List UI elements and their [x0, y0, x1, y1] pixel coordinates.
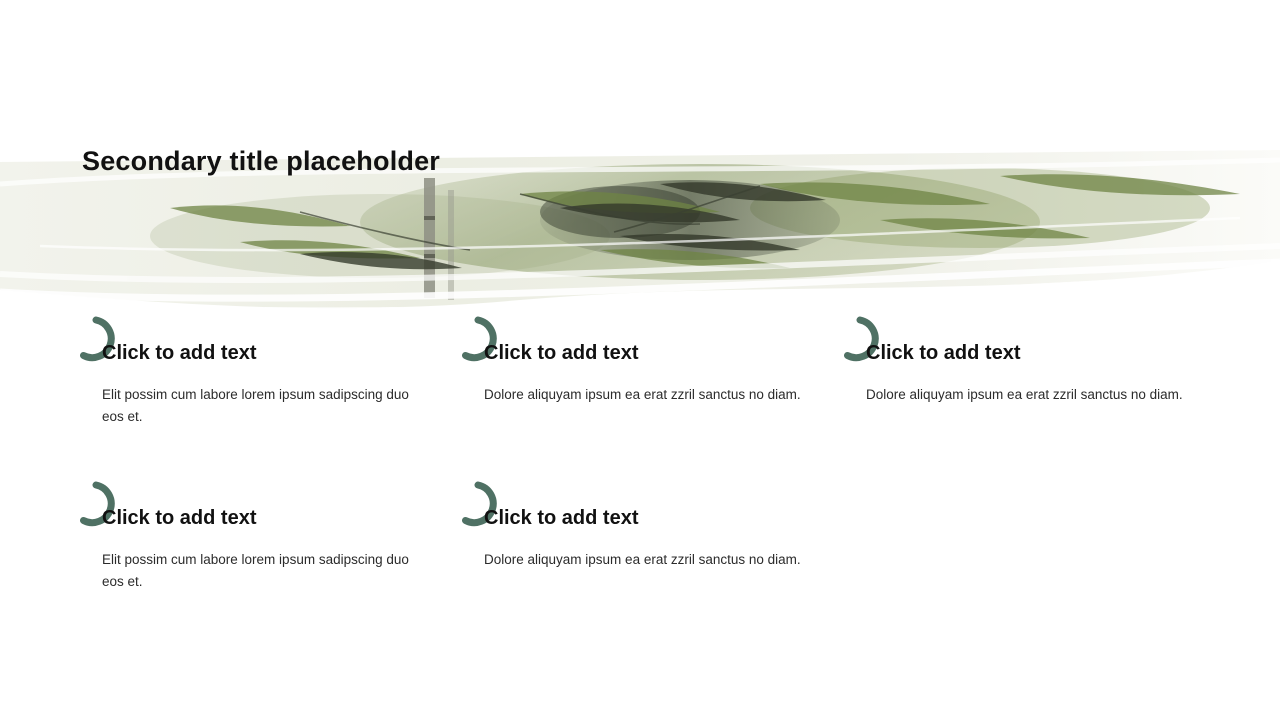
- list-item[interactable]: [454, 305, 836, 470]
- list-item-heading: Click to add text: [484, 507, 639, 529]
- list-item-heading: Click to add text: [102, 507, 257, 529]
- list-item-heading: Click to add text: [102, 342, 257, 364]
- list-item[interactable]: [72, 470, 454, 635]
- list-item[interactable]: [454, 470, 836, 635]
- list-item-heading: Click to add text: [484, 342, 639, 364]
- list-item-body: Elit possim cum labore lorem ipsum sadipscing duo eos et.: [102, 552, 409, 589]
- page-title: Secondary title placeholder: [82, 146, 441, 177]
- list-item-body: Dolore aliquyam ipsum ea erat zzril sanctus no diam.: [866, 387, 1183, 402]
- list-item-heading: Click to add text: [866, 342, 1021, 364]
- content-grid: [72, 305, 1232, 635]
- list-item-body: Dolore aliquyam ipsum ea erat zzril sanctus no diam.: [484, 387, 801, 402]
- list-item-body: Dolore aliquyam ipsum ea erat zzril sanctus no diam.: [484, 552, 801, 567]
- list-item-body: Elit possim cum labore lorem ipsum sadipscing duo eos et.: [102, 387, 409, 424]
- list-item[interactable]: [72, 305, 454, 470]
- list-item[interactable]: [836, 305, 1218, 470]
